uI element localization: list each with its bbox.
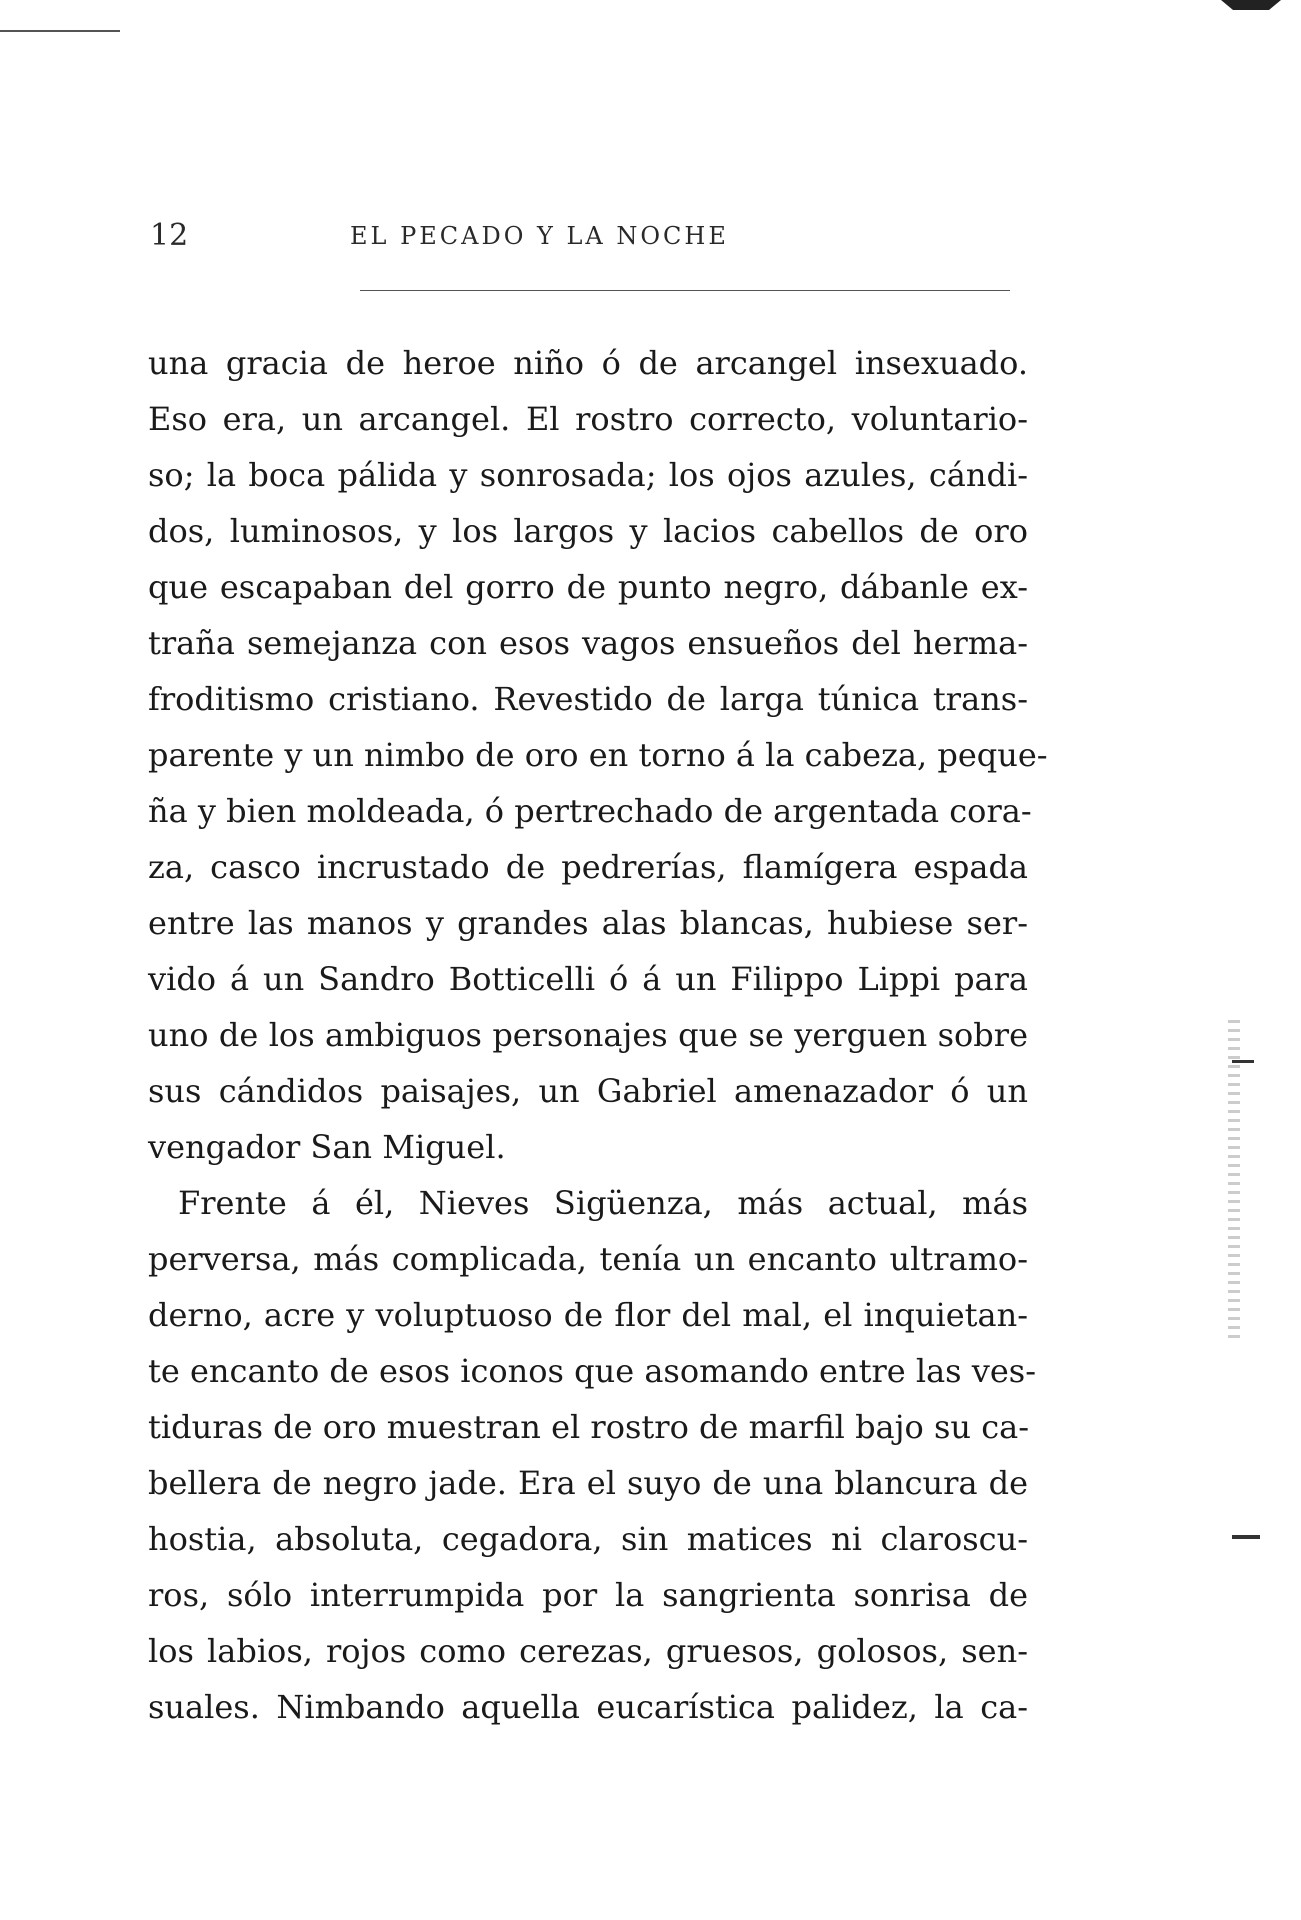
header-rule <box>360 290 1010 291</box>
text-line: suales. Nimbando aquella eucarística palidez, la ca- <box>148 1688 1028 1726</box>
page-number: 12 <box>150 218 189 253</box>
text-line: derno, acre y voluptuoso de flor del mal, el inquietan- <box>148 1296 1028 1334</box>
scan-edge-mark <box>0 30 120 32</box>
text-line: una gracia de heroe niño ó de arcangel insexuado. <box>148 344 1028 382</box>
text-line: ros, sólo interrumpida por la sangrienta sonrisa de <box>148 1576 1028 1614</box>
text-line: froditismo cristiano. Revestido de larga túnica trans- <box>148 680 1028 718</box>
text-line: uno de los ambiguos personajes que se yerguen sobre <box>148 1016 1028 1054</box>
text-line: vido á un Sandro Botticelli ó á un Filippo Lippi para <box>148 960 1028 998</box>
text-line: ña y bien moldeada, ó pertrechado de argentada cora- <box>148 792 1032 830</box>
text-line: tiduras de oro muestran el rostro de marfil bajo su ca- <box>148 1408 1029 1446</box>
text-line: za, casco incrustado de pedrerías, flamígera espada <box>148 848 1028 886</box>
running-title: EL PECADO Y LA NOCHE <box>350 222 729 250</box>
text-line: los labios, rojos como cerezas, gruesos, golosos, sen- <box>148 1632 1028 1670</box>
binding-shadow <box>1228 1020 1240 1340</box>
text-line: traña semejanza con esos vagos ensueños del herma- <box>148 624 1028 662</box>
text-line: so; la boca pálida y sonrosada; los ojos azules, cándi- <box>148 456 1028 494</box>
text-line: parente y un nimbo de oro en torno á la cabeza, peque- <box>148 736 1048 774</box>
text-line: entre las manos y grandes alas blancas, hubiese ser- <box>148 904 1028 942</box>
text-line: que escapaban del gorro de punto negro, dábanle ex- <box>148 568 1028 606</box>
text-line: dos, luminosos, y los largos y lacios cabellos de oro <box>148 512 1028 550</box>
text-line: te encanto de esos iconos que asomando entre las ves- <box>148 1352 1037 1390</box>
page-header <box>150 218 1030 258</box>
text-line: hostia, absoluta, cegadora, sin matices ni claroscu- <box>148 1520 1028 1558</box>
text-line: vengador San Miguel. <box>148 1128 506 1166</box>
body-text <box>148 335 1048 1735</box>
text-line: Eso era, un arcangel. El rostro correcto, voluntario- <box>148 400 1028 438</box>
margin-mark <box>1232 1535 1260 1539</box>
text-line: perversa, más complicada, tenía un encanto ultramo- <box>148 1240 1028 1278</box>
margin-mark <box>1232 1060 1254 1063</box>
text-line: Frente á él, Nieves Sigüenza, más actual, más <box>178 1184 1028 1222</box>
scan-edge-mark <box>1221 0 1281 10</box>
text-line: sus cándidos paisajes, un Gabriel amenazador ó un <box>148 1072 1028 1110</box>
text-line: bellera de negro jade. Era el suyo de una blancura de <box>148 1464 1028 1502</box>
